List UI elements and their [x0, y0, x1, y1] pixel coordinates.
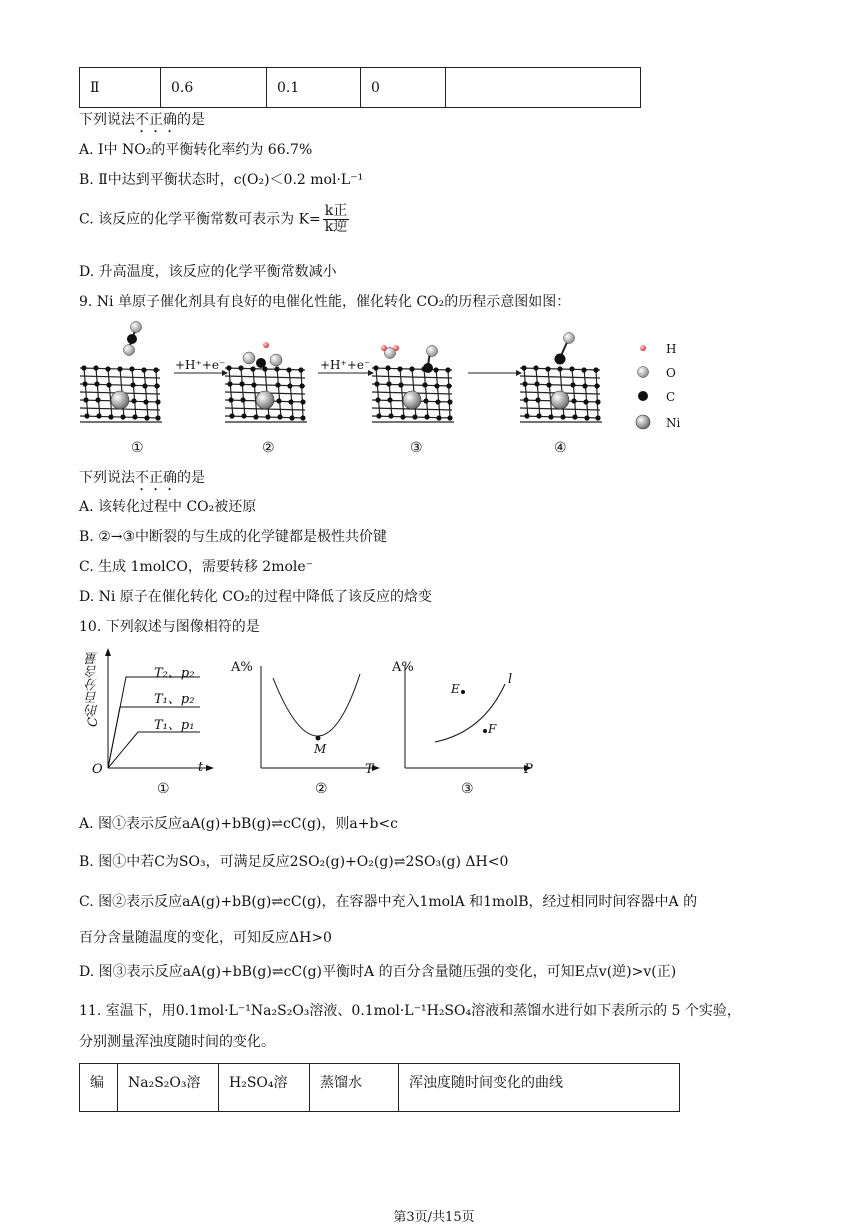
point-m	[316, 736, 321, 741]
panel-3-label: ③	[410, 440, 423, 456]
page-footer: 第3页/共15页	[393, 1210, 475, 1225]
q8-option-b: B. Ⅱ中达到平衡状态时，c(O₂)＜0.2 mol·L⁻¹	[79, 172, 364, 188]
graph-1-label: ①	[157, 781, 170, 797]
legend-ni: Ni	[666, 416, 681, 430]
q9-option-b: B. ②→③中断裂的与生成的化学键都是极性共价键	[79, 529, 388, 545]
q9-stem: 9. Ni 单原子催化剂具有良好的电催化性能，催化转化 CO₂的历程示意图如图：	[79, 294, 571, 310]
q8-prompt: 下列说法不正确的是	[79, 112, 205, 128]
graph-1-ylabel: C的百分含量	[86, 652, 101, 727]
step-1-label: +H⁺+e⁻	[175, 358, 226, 372]
legend-o: O	[666, 366, 676, 380]
legend-h: H	[666, 342, 677, 356]
panel-1-surface	[80, 322, 162, 423]
panel-4-surface	[520, 333, 602, 423]
q10-option-d: D. 图③表示反应aA(g)+bB(g)⇌cC(g)平衡时A 的百分含量随压强的变化，可知E点v(逆)>v(正)	[79, 964, 677, 980]
q10-option-b: B. 图①中若C为SO₃，可满足反应2SO₂(g)+O₂(g)⇌2SO₃(g) ΔH<0	[79, 854, 509, 870]
table-header-row	[80, 1064, 680, 1112]
step-2-label: +H⁺+e⁻	[320, 358, 371, 372]
graph-2-ylabel: A%	[231, 660, 253, 675]
q9-option-d: D. Ni 原子在催化转化 CO₂的过程中降低了该反应的焓变	[79, 589, 433, 605]
catalysis-mechanism-figure	[70, 318, 710, 460]
graph-3-point-e: E	[451, 682, 460, 696]
graph-3-label: ③	[461, 781, 474, 797]
graph-3-xlabel: P	[524, 762, 533, 777]
table-cell: 0.1	[267, 68, 361, 108]
q8-option-d: D. 升高温度，该反应的化学平衡常数减小	[79, 264, 337, 280]
graph-1-xlabel: t	[198, 760, 204, 775]
graph-2-xlabel: T	[365, 762, 374, 777]
legend-c: C	[666, 390, 676, 404]
q10-option-c-line1: C. 图②表示反应aA(g)+bB(g)⇌cC(g)，在容器中充入1molA 和1molB，经过相同时间容器中A 的	[79, 894, 698, 910]
table-header-cell: 浑浊度随时间变化的曲线	[399, 1064, 680, 1112]
point-e	[461, 690, 465, 694]
graph-2-label: ②	[315, 781, 328, 797]
panel-2-surface	[225, 342, 307, 422]
panel-1-label: ①	[131, 440, 144, 456]
q10-option-a: A. 图①表示反应aA(g)+bB(g)⇌cC(g)，则a+b<c	[79, 816, 398, 832]
table-cell: Ⅱ	[80, 68, 161, 108]
table-header-cell: Na₂S₂O₃溶	[118, 1064, 219, 1112]
graph-3-curve-label: l	[508, 672, 513, 687]
table-cell: 0	[361, 68, 446, 108]
q10-option-c-line2: 百分含量随温度的变化，可知反应ΔH>0	[79, 930, 332, 946]
q11-stem-line1: 11. 室温下，用0.1mol·L⁻¹Na₂S₂O₃溶液、0.1mol·L⁻¹H₂SO₄溶液和蒸馏水进行如下表所示的 5 个实验，	[79, 1003, 741, 1019]
panel-3-surface	[372, 345, 454, 422]
table-header-cell: 编	[80, 1064, 118, 1112]
curve-label-t1p1: T₁、p₁	[154, 718, 195, 733]
graph-3-ylabel: A%	[392, 660, 414, 675]
graph-3	[405, 666, 532, 771]
table-header-cell: 蒸馏水	[310, 1064, 399, 1112]
table-cell	[446, 68, 641, 108]
curve-label-t1p2: T₁、p₂	[154, 692, 195, 707]
curve-u	[273, 674, 360, 736]
curve-label-t2p2: T₂、p₂	[154, 666, 195, 681]
data-table-top	[79, 67, 641, 108]
q8-option-a: A. Ⅰ中 NO₂的平衡转化率约为 66.7%	[79, 142, 313, 158]
graph-2-point-label: M	[314, 742, 327, 756]
panel-4-label: ④	[554, 440, 567, 456]
q10-stem: 10. 下列叙述与图像相符的是	[79, 619, 260, 635]
q9-option-c: C. 生成 1molCO，需要转移 2mole⁻	[79, 559, 314, 575]
q9-prompt: 下列说法不正确的是	[79, 470, 205, 486]
panel-2-label: ②	[262, 440, 275, 456]
graph-3-point-f: F	[488, 722, 497, 736]
fraction: $\frac{\text{k正}}{\text{k逆}}$	[324, 203, 348, 235]
table-cell: 0.6	[161, 68, 267, 108]
point-f	[483, 729, 487, 733]
q9-option-a: A. 该转化过程中 CO₂被还原	[79, 499, 257, 515]
graph-1-origin: O	[92, 762, 103, 777]
table-header-cell: H₂SO₄溶	[219, 1064, 310, 1112]
curve-t1-p1	[108, 732, 200, 768]
q11-stem-line2: 分别测量浑浊度随时间的变化。	[79, 1034, 275, 1050]
q8-option-c: C. 该反应的化学平衡常数可表示为 K= $\frac{\text{k正}}{\text{k逆}}$	[79, 203, 348, 235]
experiment-table	[79, 1063, 680, 1112]
legend	[636, 345, 650, 429]
